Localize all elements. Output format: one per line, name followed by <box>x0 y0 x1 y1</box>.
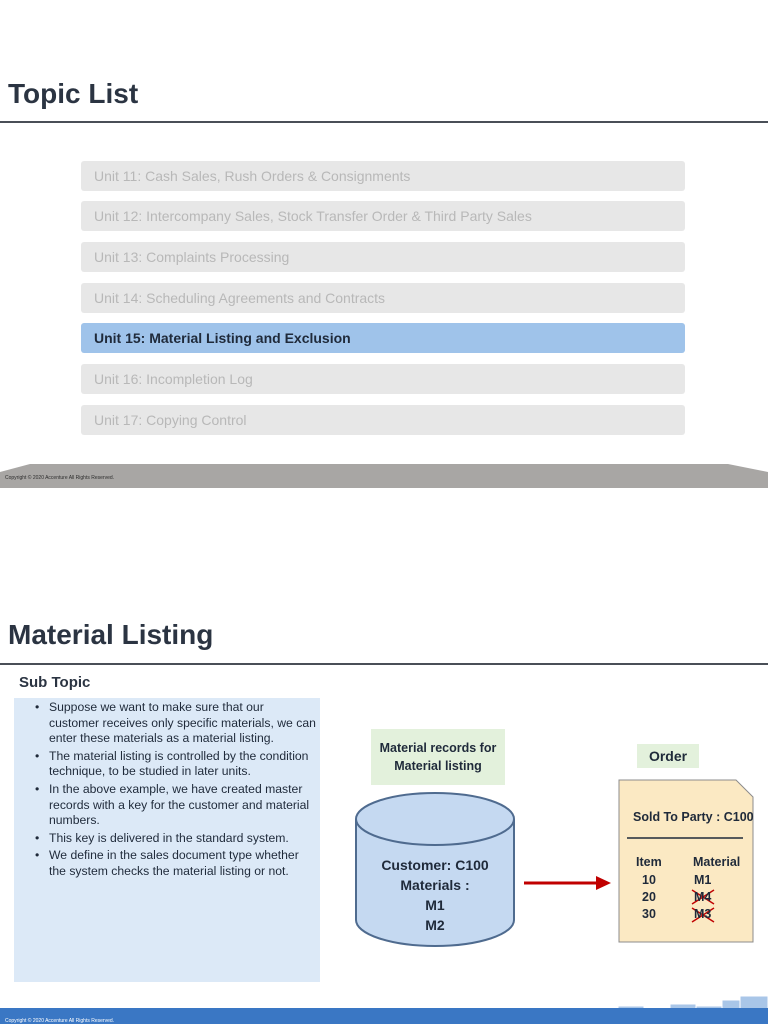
db-material-m2: M2 <box>425 917 445 933</box>
bullet-item: • We define in the sales document type whether the system checks the material listing or not. <box>34 848 316 879</box>
order-label: Order <box>637 744 699 768</box>
topic-item-unit-16[interactable]: Unit 16: Incompletion Log <box>81 364 685 394</box>
order-sold-to: Sold To Party : C100 <box>633 810 754 824</box>
db-materials-label: Materials : <box>400 877 470 893</box>
copyright-text: Copyright © 2020 Accenture All Rights Reserved. <box>5 1018 115 1024</box>
bullet-item: • The material listing is controlled by the condition technique, to be studied in later units. <box>34 749 316 780</box>
topic-item-unit-13[interactable]: Unit 13: Complaints Processing <box>81 242 685 272</box>
order-row-material-excluded: M3 <box>694 907 712 921</box>
order-row-material-excluded: M4 <box>694 890 712 904</box>
bullet-item: • In the above example, we have created master records with a key for the customer and material numbers. <box>34 782 316 829</box>
material-records-label-line1: Material records for <box>379 741 497 755</box>
material-records-label-line2: Material listing <box>394 759 482 773</box>
order-col-material: Material <box>693 855 741 869</box>
slide2-title: Material Listing <box>8 619 214 650</box>
copyright-text: Copyright © 2020 Accenture All Rights Reserved. <box>5 475 115 481</box>
slide1-title: Topic List <box>8 78 139 109</box>
topic-item-unit-12[interactable]: Unit 12: Intercompany Sales, Stock Transfer Order & Third Party Sales <box>81 201 685 231</box>
slide2-footer-bar <box>0 1008 768 1024</box>
order-row-item: 20 <box>642 890 656 904</box>
database-contents <box>356 855 514 935</box>
subtopic-heading: Sub Topic <box>19 674 91 691</box>
topic-item-unit-17[interactable]: Unit 17: Copying Control <box>81 405 685 435</box>
bullet-item: • Suppose we want to make sure that our customer receives only specific materials, we can enter these materials as a material listing. <box>34 700 316 747</box>
topic-item-unit-11[interactable]: Unit 11: Cash Sales, Rush Orders & Consignments <box>81 161 685 191</box>
db-customer: Customer: C100 <box>381 857 489 873</box>
bullet-item: • This key is delivered in the standard system. <box>34 831 316 847</box>
order-col-item: Item <box>636 855 662 869</box>
topic-item-unit-14[interactable]: Unit 14: Scheduling Agreements and Contracts <box>81 283 685 313</box>
order-row-item: 30 <box>642 907 656 921</box>
arrow-icon <box>524 876 611 890</box>
order-row-item: 10 <box>642 873 656 887</box>
order-row-material: M1 <box>694 873 712 887</box>
db-material-m1: M1 <box>425 897 445 913</box>
topic-item-unit-15-active[interactable]: Unit 15: Material Listing and Exclusion <box>81 323 685 353</box>
